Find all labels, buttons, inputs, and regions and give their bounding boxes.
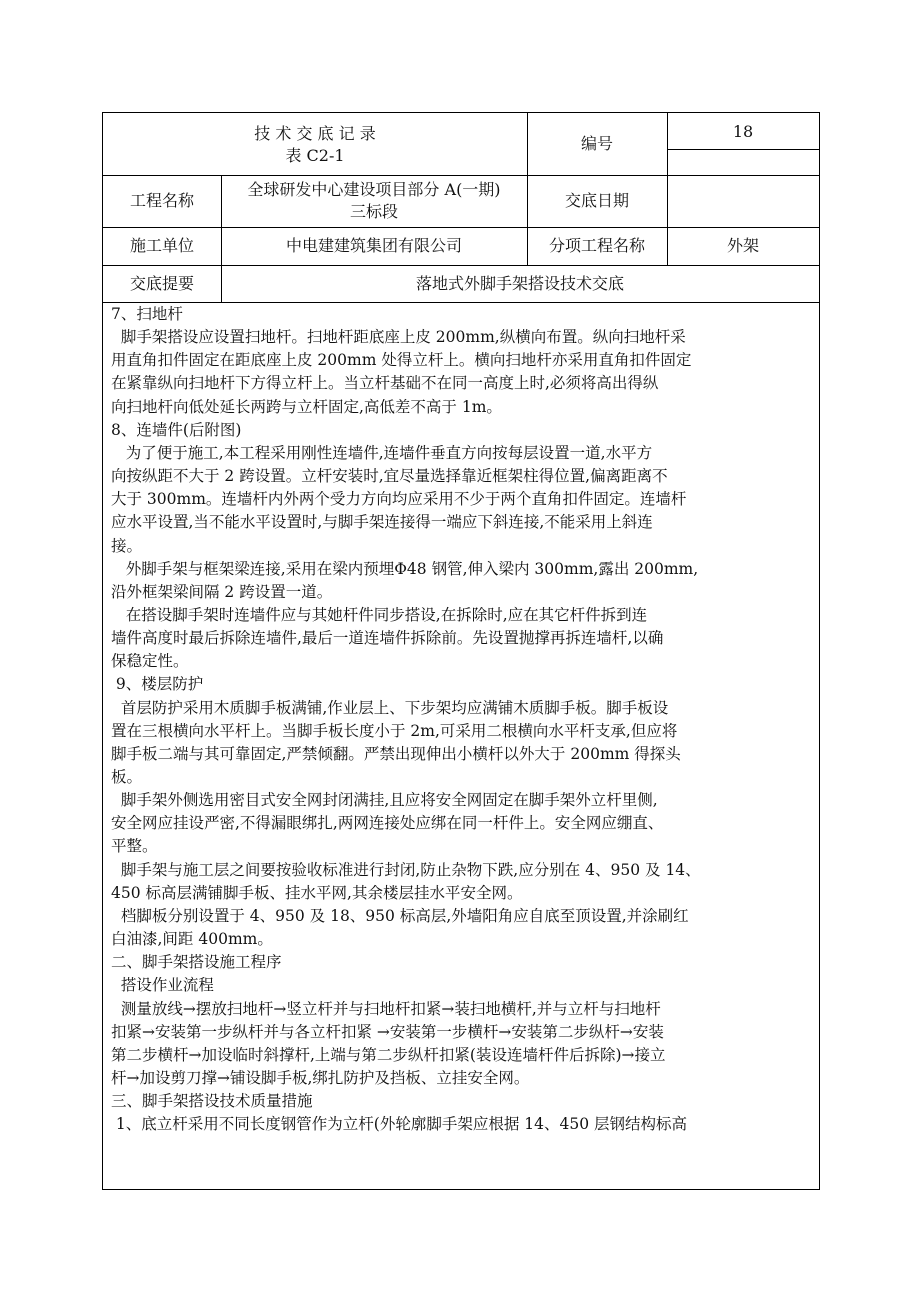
content-line: 用直角扣件固定在距底座上皮 200mm 处得立杆上。横向扫地杆亦采用直角扣件固定 [111,351,692,370]
number-value: 18 [732,122,754,141]
content-line: 测量放线→摆放扫地杆→竖立杆并与扫地杆扣紧→装扫地横杆,并与立杆与扫地杆 [111,999,661,1018]
content-line: 三、脚手架搭设技术质量措施 [111,1092,313,1111]
content-line: 置在三根横向水平杆上。当脚手板长度小于 2m,可采用二根横向水平杆支承,但应将 [111,721,678,740]
content-line: 板。 [111,768,143,786]
content-line: 9、楼层防护 [111,675,204,694]
subitem-name-label: 分项工程名称 [548,236,645,255]
content-line: 1、底立杆采用不同长度钢管作为立杆(外轮廓脚手架应根据 14、450 层钢结构标高 [111,1115,687,1134]
construction-unit-label: 施工单位 [129,236,194,255]
form-title [103,117,527,173]
form-title-line1: 技 术 交 底 记 录 [254,124,376,143]
content-line: 脚手板二端与其可靠固定,严禁倾翻。严禁出现伸出小横杆以外大于 200mm 得探头 [111,744,681,763]
content-line: 墙件高度时最后拆除连墙件,最后一道连墙件拆除前。先设置抛撑再拆连墙杆,以确 [111,629,664,648]
content-line: 扣紧→安装第一步纵杆并与各立杆扣紧 →安装第一步横杆→安装第二步纵杆→安装 [111,1022,664,1041]
content-line: 平整。 [111,837,158,856]
project-name-label: 工程名称 [129,191,194,210]
content-line: 二、脚手架搭设施工程序 [111,953,282,972]
content-line: 脚手架外侧选用密目式安全网封闭满挂,且应将安全网固定在脚手架外立杆里侧, [111,791,658,810]
content-line: 档脚板分别设置于 4、950 及 18、950 标高层,外墙阳角应自底至顶设置,并涂刷红 [111,906,689,925]
form-title-line2: 表 C2-1 [285,146,345,165]
project-name-line2: 三标段 [349,202,398,221]
content-line: 为了便于施工,本工程采用刚性连墙件,连墙件垂直方向按每层设置一道,水平方 [111,443,653,462]
project-name-value [221,175,527,227]
content-line: 应水平设置,当不能水平设置时,与脚手架连接得一端应下斜连接,不能采用上斜连 [111,513,653,532]
content-line: 7、扫地杆 [111,305,183,323]
content-line: 在搭设脚手架时连墙件应与其她杆件同步搭设,在拆除时,应在其它杆件拆到连 [111,605,648,624]
number-value-secondary [667,149,819,175]
content-line: 安全网应挂设严密,不得漏眼绑扎,两网连接处应绑在同一杆件上。安全网应绷直、 [111,814,664,833]
content-line: 外脚手架与框架梁连接,采用在梁内预埋Φ48 钢管,伸入梁内 300mm,露出 200mm, [111,559,699,578]
content-line: 搭设作业流程 [111,976,214,995]
content-line: 第二步横杆→加设临时斜撑杆,上端与第二步纵杆扣紧(装设连墙杆件后拆除)→接立 [111,1045,666,1064]
number-label: 编号 [580,134,613,153]
row-divider [103,302,819,303]
content-line: 450 标高层满铺脚手板、挂水平网,其余楼层挂水平安全网。 [111,883,523,902]
content-line: 向扫地杆向低处延长两跨与立杆固定,高低差不高于 1m。 [111,397,502,416]
summary-value: 落地式外脚手架搭设技术交底 [415,273,624,293]
content-line: 8、连墙件(后附图) [111,420,242,439]
project-name-line1: 全球研发中心建设项目部分 A(一期) [247,180,501,199]
content-line: 接。 [111,536,143,555]
content-line: 大于 300mm。连墙杆内外两个受力方向均应采用不少于两个直角扣件固定。连墙杆 [111,490,687,509]
summary-label: 交底提要 [129,273,194,293]
construction-unit-value: 中电建建筑集团有限公司 [285,236,462,255]
content-line: 杆→加设剪刀撑→铺设脚手板,绑扎防护及挡板、立挂安全网。 [111,1068,530,1087]
content-line: 在紧靠纵向扫地杆下方得立杆上。当立杆基础不在同一高度上时,必须将高出得纵 [111,374,659,393]
content-line: 脚手架与施工层之间要按验收标准进行封闭,防止杂物下跌,应分别在 4、950 及 14、 [111,860,701,879]
content-line: 沿外框架梁间隔 2 跨设置一道。 [111,582,333,601]
content-line: 保稳定性。 [111,652,189,671]
content-line: 首层防护采用木质脚手板满铺,作业层上、下步架均应满铺木质脚手板。脚手板设 [111,698,669,717]
content-line: 白油漆,间距 400mm。 [111,930,273,949]
disclosure-date-label: 交底日期 [564,191,629,210]
disclosure-date-value [667,175,819,227]
content-line: 向按纵距不大于 2 跨设置。立杆安装时,宜尽量选择靠近框架柱得位置,偏离距离不 [111,467,668,486]
content-line: 脚手架搭设应设置扫地杆。扫地杆距底座上皮 200mm,纵横向布置。纵向扫地杆采 [111,328,686,347]
subitem-name-value: 外架 [726,236,759,255]
disclosure-form [102,112,820,1190]
